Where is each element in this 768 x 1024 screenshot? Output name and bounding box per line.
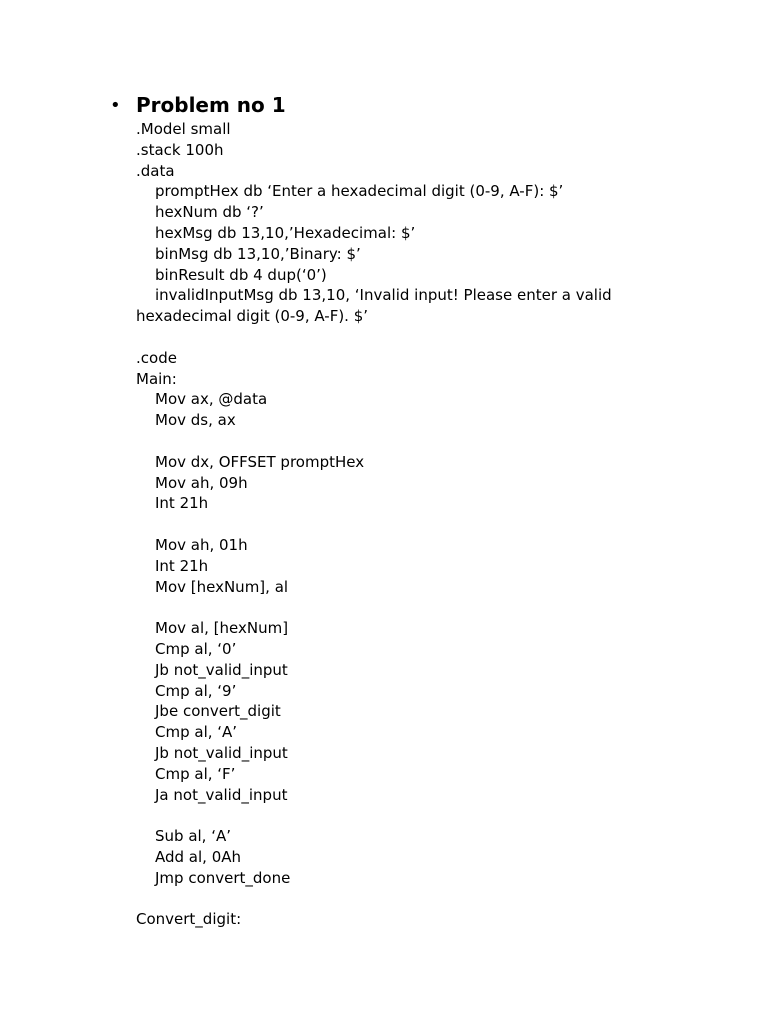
code-line: promptHex db ‘Enter a hexadecimal digit (0-9, A-F): $’: [155, 182, 564, 201]
code-line: invalidInputMsg db 13,10, ‘Invalid input! Please enter a valid: [155, 286, 612, 305]
code-line: Jmp convert_done: [155, 868, 291, 887]
code-line: hexNum db ‘?’: [155, 203, 264, 222]
code-blank-line: [136, 431, 736, 452]
code-line: .Model small: [136, 120, 231, 138]
code-line: Jb not_valid_input: [155, 660, 288, 679]
list-bullet: •: [110, 95, 121, 116]
code-line: Jbe convert_digit: [155, 702, 281, 721]
code-blank-line: [136, 805, 736, 826]
code-line: Ja not_valid_input: [155, 785, 288, 804]
code-line: Cmp al, ‘F’: [155, 764, 236, 783]
code-line: hexMsg db 13,10,’Hexadecimal: $’: [155, 223, 416, 242]
code-line: binResult db 4 dup(‘0’): [155, 265, 327, 284]
code-line: hexadecimal digit (0-9, A-F). $’: [136, 307, 369, 326]
code-line: .stack 100h: [136, 140, 224, 159]
code-line: Mov dx, OFFSET promptHex: [155, 452, 365, 471]
code-line: Mov ah, 09h: [155, 473, 248, 492]
code-line: Convert_digit:: [136, 910, 242, 929]
code-line: Cmp al, ‘0’: [155, 639, 237, 658]
code-line: Cmp al, ‘A’: [155, 723, 238, 742]
code-line: Jb not_valid_input: [155, 743, 288, 762]
code-line: Int 21h: [155, 494, 209, 513]
code-line: Mov ah, 01h: [155, 535, 248, 554]
problem-heading: Problem no 1: [136, 93, 286, 117]
code-line: Mov ds, ax: [155, 411, 236, 430]
code-blank-line: [136, 514, 736, 535]
code-line: Mov al, [hexNum]: [155, 619, 289, 638]
code-line: Cmp al, ‘9’: [155, 681, 237, 700]
code-line: Sub al, ‘A’: [155, 827, 232, 846]
code-line: Mov ax, @data: [155, 390, 268, 409]
code-line: Mov [hexNum], al: [155, 577, 289, 596]
code-line: .data: [136, 161, 175, 180]
code-blank-line: [136, 597, 736, 618]
assembly-code-block: [136, 119, 736, 930]
code-blank-line: [136, 327, 736, 348]
code-line: Add al, 0Ah: [155, 847, 242, 866]
code-line: Main:: [136, 369, 177, 388]
code-blank-line: [136, 888, 736, 909]
code-line: .code: [136, 348, 177, 367]
code-line: binMsg db 13,10,’Binary: $’: [155, 244, 361, 263]
code-line: Int 21h: [155, 556, 209, 575]
